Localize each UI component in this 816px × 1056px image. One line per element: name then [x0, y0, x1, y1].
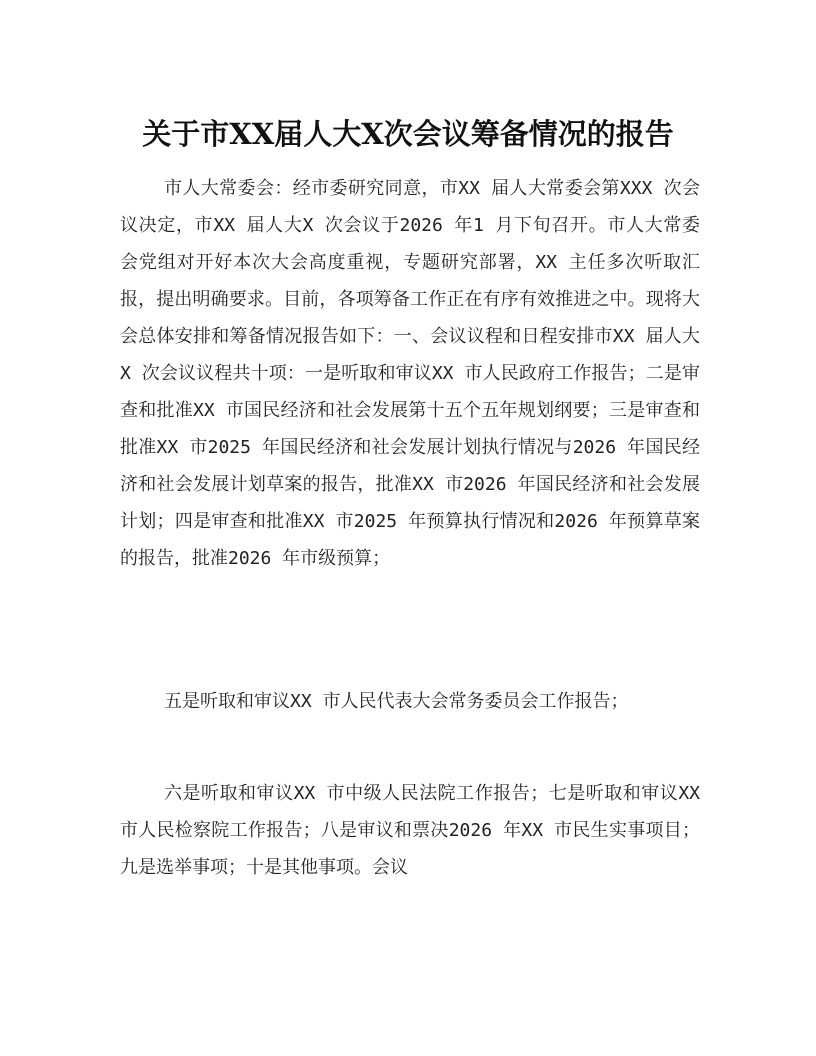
- document-title: 关于市XX届人大X次会议筹备情况的报告: [142, 117, 674, 151]
- body-paragraph-2: 五是听取和审议XX 市人民代表大会常务委员会工作报告；: [164, 691, 629, 712]
- body-paragraph-3: 六是听取和审议XX 市中级人民法院工作报告；七是听取和审议XX 市人民检察院工作报告；八是审议和票决2026 年XX 市民生实事项目；九是选举事项；十是其他事项。会议: [120, 783, 700, 878]
- body-paragraph-1: 市人大常委会：经市委研究同意，市XX 届人大常委会第XXX 次会议决定，市XX 届人大X 次会议于2026 年1 月下旬召开。市人大常委会党组对开好本次大会高度重视，专题研究部署，XX 主任多次听取汇报，提出明确要求。目前，各项筹备工作正在有序有效推进之中。现将大会总体安排和筹备情况报告如下：一、会议议程和日程安排市XX 届人大X 次会议议程共十项：一是听取和审议XX 市人民政府工作报告；二是审查和批准XX 市国民经济和社会发展第十五个五年规划纲要；三是审查和批准XX 市2025 年国民经济和社会发展计划执行情况与2026 年国民经济和社会发展计划草案的报告，批准XX 市2026 年国民经济和社会发展计划；四是审查和批准XX 市2025 年预算执行情况和2026 年预算草案的报告，批准2026 年市级预算；: [120, 178, 700, 569]
